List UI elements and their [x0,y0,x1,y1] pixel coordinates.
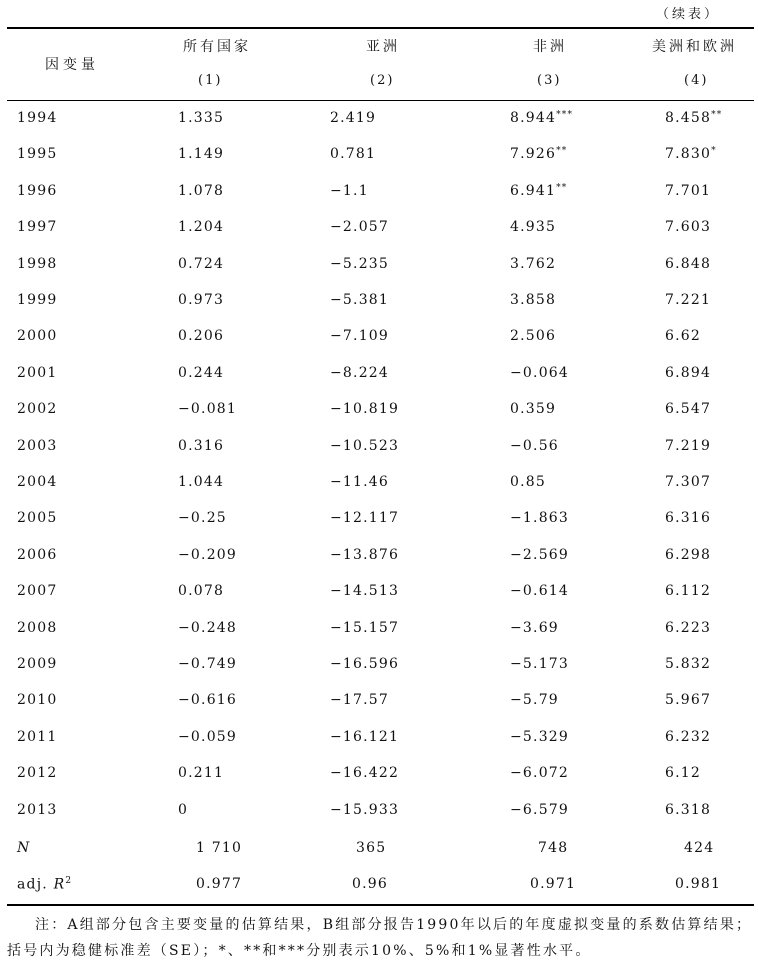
significance-stars: ** [711,110,723,120]
table-row [0,365,758,385]
cell-col-4: 5.832 [665,656,712,672]
cell-col-4: 6.318 [665,801,712,818]
cell-col-1: 0.078 [178,583,225,600]
significance-stars: *** [556,110,574,120]
cell-col-2: −12.117 [330,510,400,527]
column-number-2: (2) [370,73,395,88]
cell-col-4: 7.221 [665,292,712,308]
cell-col-4: 8.458** [665,110,723,126]
cell-col-3: 3.858 [510,292,557,308]
cell-col-3: −3.69 [510,619,559,636]
cell-col-3: −1.863 [510,510,570,527]
cell-col-3: 6.941** [510,182,568,199]
row-label-year: 2003 [17,437,58,454]
cell-col-2: −11.46 [330,474,390,490]
cell-col-4: 6.223 [665,619,712,636]
row-label-n: N [17,840,31,856]
row-label-year: 2005 [17,510,58,527]
cell-col-4: 7.307 [665,474,712,490]
row-label-year: 1996 [17,182,58,199]
row-label-year: 2001 [17,364,58,381]
row-label-year: 2004 [17,474,58,490]
row-label-year: 2006 [17,546,58,563]
cell-col-1: 0.206 [178,328,225,345]
table-row [0,401,758,421]
column-header-asia: 亚洲 [366,39,400,55]
cell-col-4: 5.967 [665,692,712,709]
cell-col-1: 1.335 [178,110,225,126]
row-label-year: 2010 [17,692,58,709]
significance-stars: ** [556,182,568,193]
cell-col-2: −13.876 [330,546,400,563]
cell-col-3: −6.579 [510,801,570,818]
table-row [0,292,758,312]
cell-col-2: −15.157 [330,619,400,636]
column-number-1: (1) [198,73,223,88]
row-label-year: 1997 [17,219,58,236]
header-rule [7,100,754,101]
row-label-year: 2002 [17,401,58,418]
cell-col-2: −16.422 [330,765,400,782]
cell-col-1: 0.316 [178,437,225,454]
cell-col-3: −0.56 [510,437,559,454]
cell-col-2: −10.819 [330,401,400,418]
cell-col-3: 8.944*** [510,110,574,126]
cell-col-1: 1.149 [178,146,225,163]
column-header-all-countries: 所有国家 [183,39,251,55]
table-row [0,583,758,603]
cell-col-1: 0.211 [178,765,225,782]
cell-col-3: 2.506 [510,328,557,345]
cell-col-3: −5.173 [510,656,570,672]
cell-col-1: 0.724 [178,255,225,272]
table-row [0,547,758,567]
cell-col-1: −0.25 [178,510,227,527]
table-note: 注：A组部分包含主要变量的估算结果，B组部分报告1990年以后的年度虚拟变量的系数估算结果；括号内为稳健标准差（SE）；*、**和***分别表示10%、5%和1%显著性水平。 [7,917,753,959]
cell-col-4: 6.894 [665,364,712,381]
cell-col-2: 0.781 [330,146,377,163]
table-row [0,729,758,749]
table-top-rule [7,27,754,29]
table-row [0,328,758,348]
significance-stars: * [711,146,717,157]
table-row [0,765,758,785]
table-row [0,183,758,203]
cell-col-2: −2.057 [330,219,390,236]
row-label-year: 2007 [17,583,58,600]
cell-r2-2: 0.96 [352,876,388,892]
cell-col-1: 0.973 [178,292,225,308]
row-label-year: 1999 [17,292,58,308]
table-row [0,474,758,494]
cell-col-3: −2.569 [510,546,570,563]
cell-col-2: −16.121 [330,728,400,745]
cell-col-3: 0.85 [510,474,546,490]
column-number-3: (3) [537,73,562,88]
cell-col-1: −0.749 [178,656,238,672]
continuation-label: （续表） [655,7,720,22]
table-row-adj-r2 [0,876,758,896]
table-row [0,620,758,640]
cell-col-1: 0.244 [178,364,225,381]
cell-col-3: 3.762 [510,255,557,272]
cell-col-1: 1.078 [178,182,225,199]
cell-n-2: 365 [356,840,387,856]
cell-r2-3: 0.971 [530,876,577,892]
table-row [0,219,758,239]
cell-col-3: 0.359 [510,401,557,418]
cell-n-4: 424 [684,840,715,856]
cell-col-4: 6.232 [665,728,712,745]
table-row [0,110,758,130]
row-label-year: 2008 [17,619,58,636]
cell-col-2: −16.596 [330,656,400,672]
cell-col-2: −5.381 [330,292,390,308]
cell-col-4: 6.62 [665,328,701,345]
cell-r2-1: 0.977 [196,876,243,892]
cell-col-1: 1.044 [178,474,225,490]
cell-col-2: 2.419 [330,110,377,126]
cell-col-3: −5.79 [510,692,559,709]
cell-col-4: 6.298 [665,546,712,563]
cell-n-3: 748 [538,840,569,856]
cell-n-1: 1 710 [196,840,243,856]
cell-col-3: 7.926** [510,146,568,163]
row-label-year: 1994 [17,110,58,126]
cell-col-2: −5.235 [330,255,390,272]
cell-col-3: −0.614 [510,583,570,600]
cell-col-1: 0 [178,801,189,818]
column-header-america-europe: 美洲和欧洲 [652,39,737,55]
cell-col-1: −0.616 [178,692,238,709]
row-label-year: 2012 [17,765,58,782]
row-label-year: 2011 [17,728,58,745]
cell-col-3: 4.935 [510,219,557,236]
cell-col-2: −10.523 [330,437,400,454]
cell-col-4: 6.112 [665,583,712,600]
table-row [0,438,758,458]
row-label-adj-r2: adj. $R^2$ [17,876,73,893]
table-row [0,692,758,712]
column-header-africa: 非洲 [533,39,567,55]
cell-col-3: −0.064 [510,364,570,381]
cell-col-1: −0.081 [178,401,238,418]
cell-col-2: −17.57 [330,692,390,709]
cell-r2-4: 0.981 [675,876,722,892]
cell-col-4: 6.12 [665,765,701,782]
row-label-year: 2009 [17,656,58,672]
dependent-variable-header: 因变量 [45,57,99,73]
cell-col-3: −5.329 [510,728,570,745]
table-row-n [0,840,758,860]
table-bottom-rule [7,904,754,906]
cell-col-4: 6.848 [665,255,712,272]
table-row [0,510,758,530]
cell-col-2: −7.109 [330,328,390,345]
row-label-year: 2013 [17,801,58,818]
cell-col-1: −0.059 [178,728,238,745]
table-row [0,146,758,166]
row-label-year: 2000 [17,328,58,345]
cell-col-2: −14.513 [330,583,400,600]
cell-col-2: −15.933 [330,801,400,818]
table-row [0,802,758,822]
cell-col-1: −0.209 [178,546,238,563]
cell-col-4: 7.701 [665,182,712,199]
table-row [0,656,758,676]
cell-col-2: −1.1 [330,182,369,199]
cell-col-1: 1.204 [178,219,225,236]
cell-col-4: 7.603 [665,219,712,236]
row-label-year: 1995 [17,146,58,163]
cell-col-4: 6.547 [665,401,712,418]
row-label-year: 1998 [17,255,58,272]
cell-col-3: −6.072 [510,765,570,782]
column-number-4: (4) [684,73,709,88]
table-row [0,256,758,276]
significance-stars: ** [556,146,568,157]
cell-col-4: 7.219 [665,437,712,454]
cell-col-4: 6.316 [665,510,712,527]
cell-col-4: 7.830* [665,146,717,163]
cell-col-1: −0.248 [178,619,238,636]
cell-col-2: −8.224 [330,364,390,381]
